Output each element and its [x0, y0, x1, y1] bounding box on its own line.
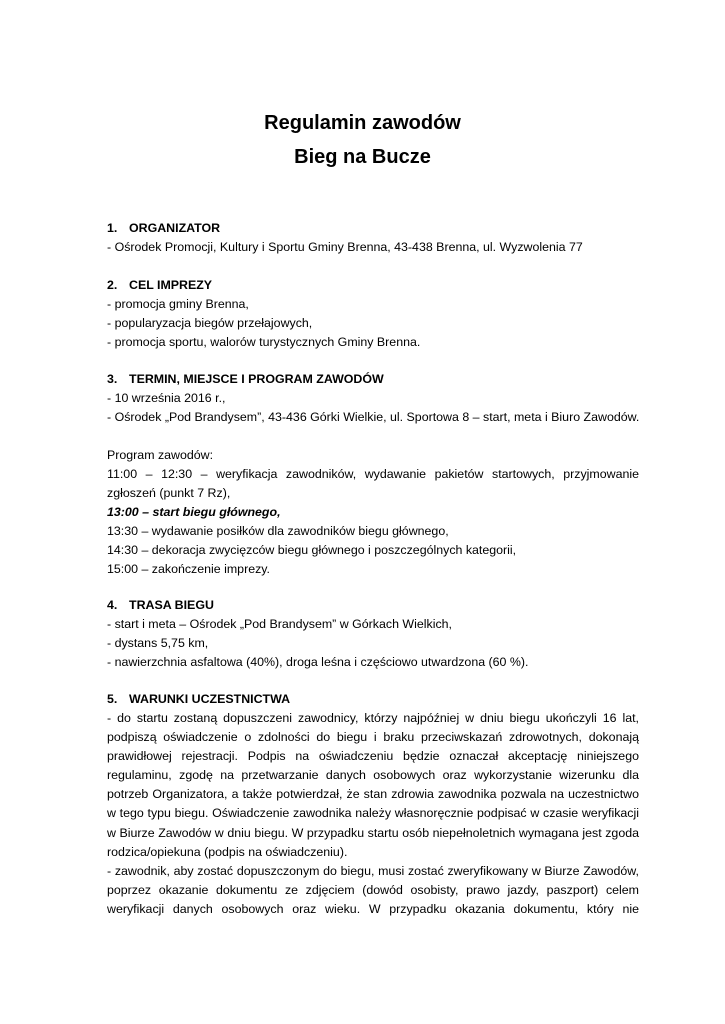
program-item-continuation: zgłoszeń (punkt 7 Rz), [107, 486, 231, 500]
list-item: - 10 września 2016 r., [107, 391, 226, 405]
list-item: - promocja sportu, walorów turystycznych Gminy Brenna. [107, 335, 421, 349]
section-trasa-biegu [107, 596, 639, 672]
program-item-main-start: 13:00 – start biegu głównego, [107, 505, 281, 519]
section-heading [107, 596, 639, 615]
section-heading [107, 219, 639, 238]
section-number: 3. [107, 372, 118, 386]
list-item: - Ośrodek Promocji, Kultury i Sportu Gminy Brenna, 43-438 Brenna, ul. Wyzwolenia 77 [107, 240, 583, 254]
list-item: - start i meta – Ośrodek „Pod Brandysem” w Górkach Wielkich, [107, 617, 452, 631]
section-heading-text: TERMIN, MIEJSCE I PROGRAM ZAWODÓW [129, 372, 384, 386]
program-item: 13:30 – wydawanie posiłków dla zawodników biegu głównego, [107, 524, 449, 538]
section-number: 2. [107, 278, 118, 292]
program-item [107, 465, 639, 484]
paragraph: - do startu zostaną dopuszczeni zawodnicy, którzy najpóźniej w dniu biegu ukończyli 16 lat, podpiszą oświadczenie o zdolności do biegu i braku przeciwskazań zdrowotnych, dokonają prawidłowej rejestracji. Podpis na oświadczeniu będzie oznaczał akceptację niniejszego regulaminu, zgodę na przetwarzanie danych osobowych oraz wykorzystanie wizerunku dla potrzeb Organizatora, a także potwierdzał, że stan zdrowia zawodnika pozwala na uczestnictwo w tego typu biegu. Oświadczenie zawodnika należy własnoręcznie podpisać w czasie weryfikacji w Biurze Zawodów w dniu biegu. W przypadku startu osób niepełnoletnich wymagana jest zgoda rodzica/opiekuna (podpis na oświadczeniu). [107, 711, 639, 859]
section-number: 1. [107, 221, 118, 235]
section-heading-text: CEL IMPREZY [129, 278, 213, 292]
event-name: Bieg na Bucze [294, 146, 431, 168]
section-organizator [107, 219, 639, 257]
section-cel-imprezy [107, 276, 639, 352]
list-item: - dystans 5,75 km, [107, 636, 209, 650]
section-heading-text: WARUNKI UCZESTNICTWA [129, 692, 291, 706]
section-number: 4. [107, 598, 118, 612]
section-heading-text: ORGANIZATOR [129, 221, 221, 235]
section-heading [107, 276, 639, 295]
program-item: 15:00 – zakończenie imprezy. [107, 562, 271, 576]
list-item: - popularyzacja biegów przełajowych, [107, 316, 313, 330]
section-heading [107, 690, 639, 709]
program-label: Program zawodów: [107, 448, 214, 462]
section-number: 5. [107, 692, 118, 706]
document-title: Regulamin zawodów [264, 112, 461, 134]
paragraph: - zawodnik, aby zostać dopuszczonym do biegu, musi zostać zweryfikowany w Biurze Zawodów, poprzez okazanie dokumentu ze zdjęciem (dowód osobisty, prawo jazdy, paszport) celem weryfikacji danych osobowych oraz wieku. W przypadku okazania dokumentu, który nie [107, 863, 639, 916]
list-item: - promocja gminy Brenna, [107, 297, 249, 311]
section-warunki-uczestnictwa [107, 690, 639, 919]
section-heading [107, 370, 639, 389]
list-item: - Ośrodek „Pod Brandysem”, 43-436 Górki Wielkie, ul. Sportowa 8 – start, meta i Biuro Zawodów. [107, 410, 640, 424]
section-termin-miejsce-program [107, 370, 639, 579]
section-heading-text: TRASA BIEGU [129, 598, 214, 612]
list-item: - nawierzchnia asfaltowa (40%), droga leśna i częściowo utwardzona (60 %). [107, 655, 529, 669]
program-item-text: 11:00 – 12:30 – weryfikacja zawodników, wydawanie pakietów startowych, przyjmowanie [107, 467, 639, 481]
program-item: 14:30 – dekoracja zwycięzców biegu głównego i poszczególnych kategorii, [107, 543, 517, 557]
